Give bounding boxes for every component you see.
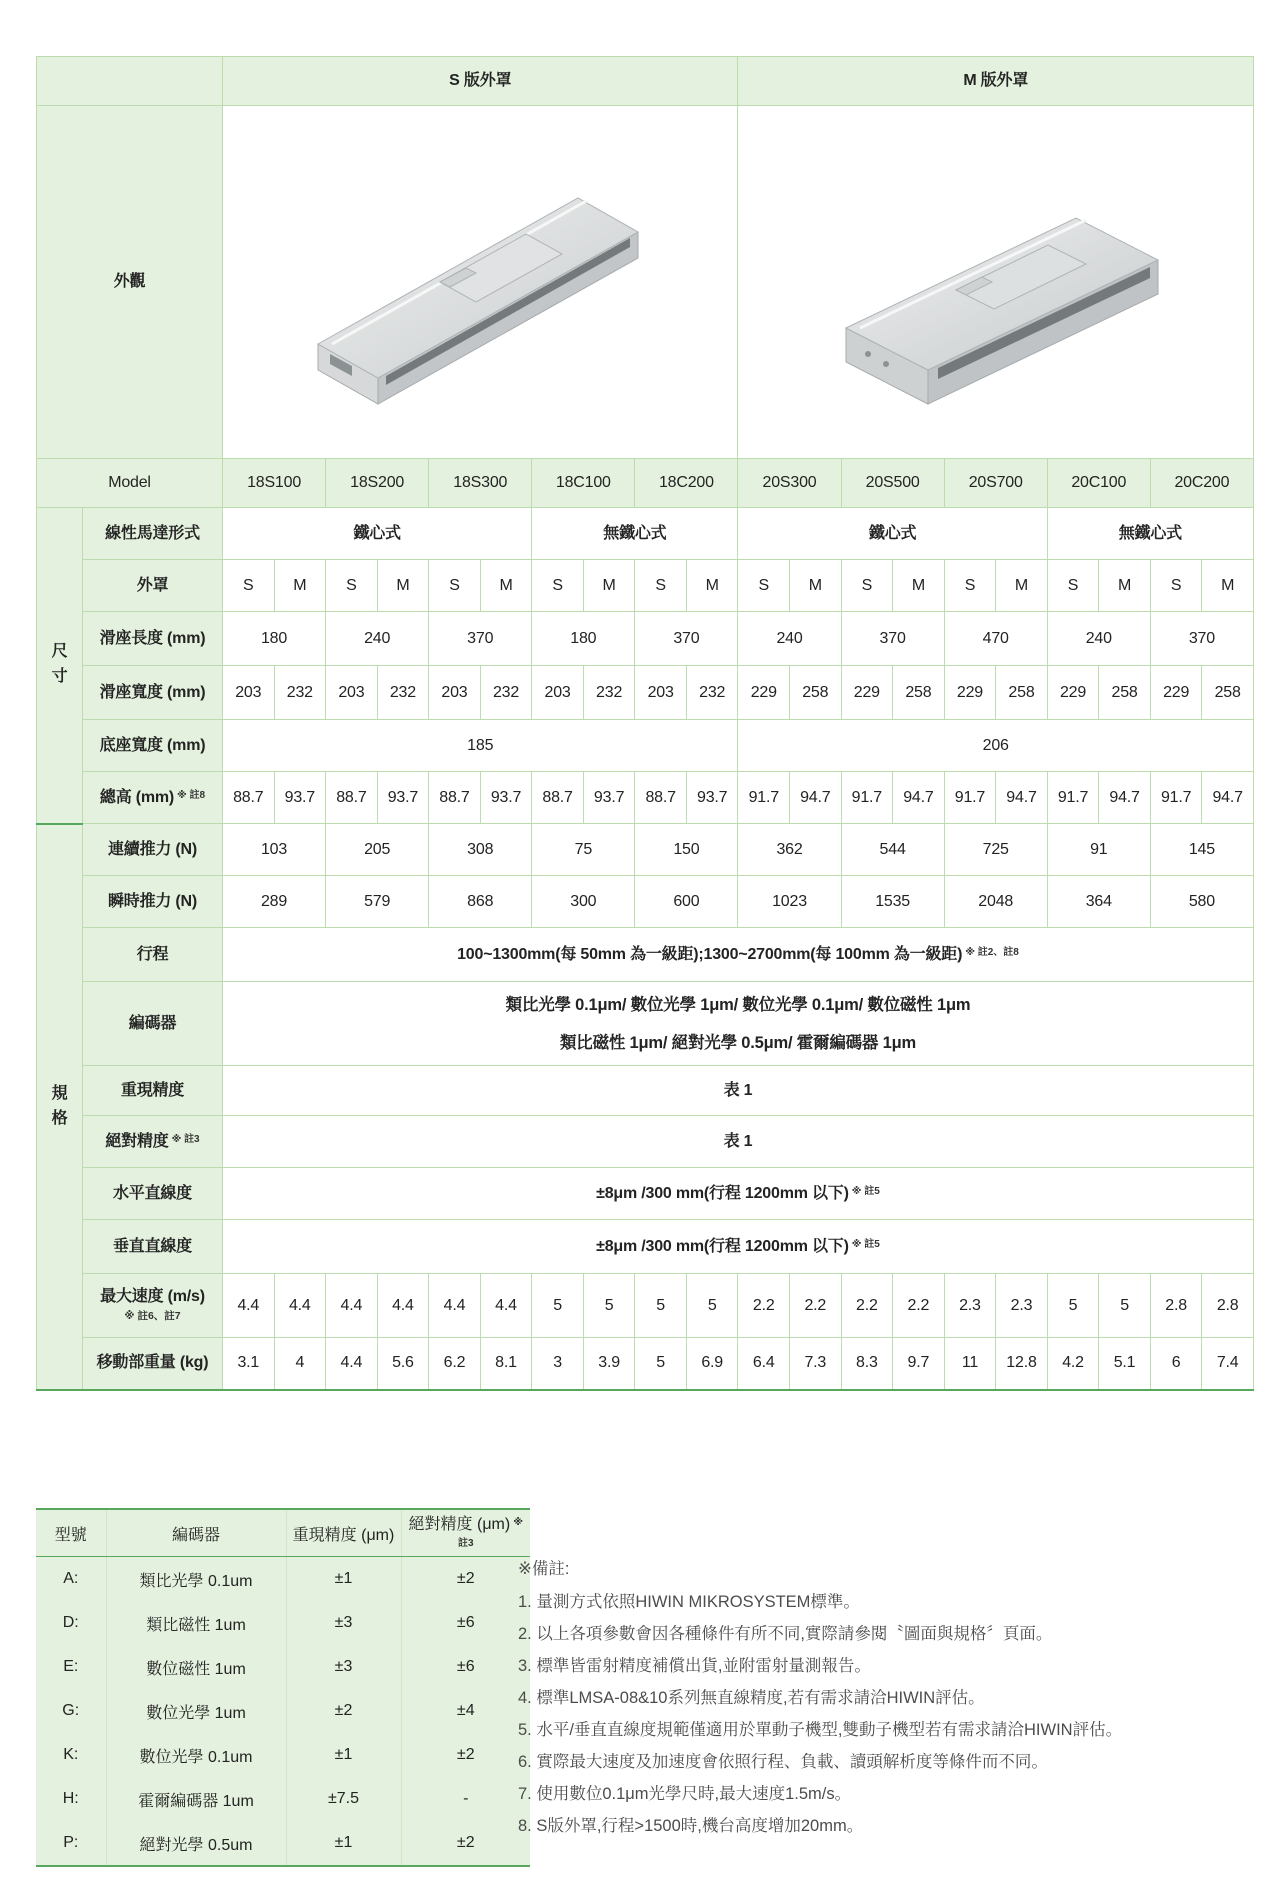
encoder-value-cell: ±7.5: [286, 1777, 401, 1821]
cover-type-label: 外罩: [83, 560, 223, 612]
footnotes-list: [518, 1589, 1173, 1840]
model-20S500: 20S500: [841, 459, 944, 508]
encoder-value-cell: 絕對光學 0.5um: [106, 1821, 286, 1866]
footnote-item: 7. 使用數位0.1μm光學尺時,最大速度1.5m/s。: [518, 1785, 852, 1803]
slider-width-cell: 203: [429, 666, 481, 720]
encoder-value-cell: 數位磁性 1um: [106, 1645, 286, 1689]
max-speed-label: 最大速度 (m/s) ※ 註6、註7: [83, 1274, 223, 1338]
absolute-accuracy-cell: 表 1: [223, 1116, 1254, 1168]
encoder-table-row: [36, 1733, 530, 1777]
max-speed-cell: 5: [635, 1274, 687, 1338]
s-cover-header: S 版外罩: [223, 57, 738, 106]
slider-width-cell: 229: [841, 666, 893, 720]
s-cover-photo-cell: [223, 106, 738, 459]
slider-width-cell: 232: [274, 666, 326, 720]
encoder-table-row: [36, 1777, 530, 1821]
moving-weight-cell: 9.7: [893, 1338, 945, 1390]
s-cover-linear-stage-photo: [290, 132, 670, 432]
continuous-force-cell: 103: [223, 824, 326, 876]
model-20S300: 20S300: [738, 459, 841, 508]
slider-width-cell: 203: [635, 666, 687, 720]
moving-weight-cell: 6.2: [429, 1338, 481, 1390]
slider-length-cell: 370: [429, 612, 532, 666]
max-speed-label-note: ※ 註6、註7: [124, 1310, 181, 1323]
slider-width-cell: 229: [944, 666, 996, 720]
peak-force-cell: 364: [1047, 876, 1150, 928]
horizontal-straightness-cell: ±8μm /300 mm(行程 1200mm 以下) $^{※ 註5}$: [223, 1168, 1254, 1220]
total-height-cell: 88.7: [326, 772, 378, 824]
encoder-table-row: [36, 1645, 530, 1689]
cover-type-cell: M: [480, 560, 532, 612]
peak-force-cell: 1023: [738, 876, 841, 928]
base-width-label: 底座寬度 (mm): [83, 720, 223, 772]
slider-length-cell: 370: [841, 612, 944, 666]
slider-length-row: [37, 612, 1254, 666]
continuous-force-cell: 308: [429, 824, 532, 876]
total-height-cell: 88.7: [532, 772, 584, 824]
total-height-label-note: ※ 註8: [177, 789, 206, 801]
model-18C100: 18C100: [532, 459, 635, 508]
continuous-force-cell: 150: [635, 824, 738, 876]
model-20C100: 20C100: [1047, 459, 1150, 508]
max-speed-cell: 4.4: [377, 1274, 429, 1338]
cover-type-cell: M: [790, 560, 842, 612]
cover-type-cell: M: [996, 560, 1048, 612]
total-height-cell: 93.7: [377, 772, 429, 824]
slider-length-cell: 180: [532, 612, 635, 666]
encoder-value-cell: 數位光學 1um: [106, 1689, 286, 1733]
cover-type-cell: M: [377, 560, 429, 612]
horizontal-straightness-cell-note: ※ 註5: [851, 1185, 880, 1197]
slider-width-cell: 203: [532, 666, 584, 720]
encoder-value-cell: 類比磁性 1um: [106, 1601, 286, 1645]
encoder-value-cell: 類比光學 0.1um: [106, 1557, 286, 1602]
total-height-cell: 93.7: [480, 772, 532, 824]
moving-weight-cell: 7.3: [790, 1338, 842, 1390]
footnote-item: 3. 標準皆雷射精度補償出貨,並附雷射量測報告。: [518, 1657, 871, 1675]
appearance-label: 外觀: [37, 106, 223, 459]
continuous-force-label: 連續推力 (N): [83, 824, 223, 876]
encoder-code-cell: D:: [62, 1614, 79, 1631]
slider-width-cell: 258: [893, 666, 945, 720]
peak-force-row: [37, 876, 1254, 928]
footnotes: [518, 1556, 1173, 1845]
moving-weight-cell: 8.3: [841, 1338, 893, 1390]
m-cover-linear-stage-photo: [786, 132, 1206, 432]
encoder-code-cell: K:: [63, 1746, 79, 1763]
dimension-group-label: 尺 寸: [37, 508, 83, 824]
continuous-force-cell: 725: [944, 824, 1047, 876]
encoder-table-row: [36, 1689, 530, 1733]
slider-width-cell: 203: [223, 666, 275, 720]
cover-type-cell: M: [1099, 560, 1151, 612]
slider-length-label: 滑座長度 (mm): [83, 612, 223, 666]
peak-force-cell: 579: [326, 876, 429, 928]
encoder-table-header-note: ※ 註3: [457, 1517, 523, 1549]
total-height-cell: 93.7: [583, 772, 635, 824]
encoder-table-row: [36, 1601, 530, 1645]
encoder-code-cell: P:: [63, 1834, 79, 1851]
model-20S700: 20S700: [944, 459, 1047, 508]
encoder-value-cell: ±3: [286, 1601, 401, 1645]
encoder-code-cell: E:: [63, 1658, 79, 1675]
peak-force-cell: 580: [1150, 876, 1253, 928]
moving-weight-cell: 5.6: [377, 1338, 429, 1390]
model-18S200: 18S200: [326, 459, 429, 508]
peak-force-cell: 300: [532, 876, 635, 928]
encoder-table-header: 編碼器: [106, 1509, 286, 1557]
vertical-straightness-cell-note: ※ 註5: [851, 1238, 880, 1250]
moving-weight-cell: 3: [532, 1338, 584, 1390]
encoder-table-row: [36, 1557, 530, 1602]
moving-weight-cell: 3.9: [583, 1338, 635, 1390]
motor-type-label: 線性馬達形式: [83, 508, 223, 560]
slider-width-row: [37, 666, 1254, 720]
total-height-cell: 88.7: [429, 772, 481, 824]
slider-length-cell: 240: [1047, 612, 1150, 666]
total-height-cell: 93.7: [686, 772, 738, 824]
model-20C200: 20C200: [1150, 459, 1253, 508]
footnotes-title: ※備註:: [518, 1560, 570, 1578]
moving-weight-cell: 8.1: [480, 1338, 532, 1390]
moving-weight-label: 移動部重量 (kg): [83, 1338, 223, 1390]
slider-length-cell: 180: [223, 612, 326, 666]
max-speed-cell: 4.4: [326, 1274, 378, 1338]
slider-length-cell: 470: [944, 612, 1047, 666]
total-height-cell: 91.7: [1150, 772, 1202, 824]
max-speed-cell: 2.8: [1202, 1274, 1254, 1338]
max-speed-cell: 2.8: [1150, 1274, 1202, 1338]
encoder-precision-table: [36, 1508, 530, 1867]
slider-width-cell: 229: [738, 666, 790, 720]
slider-length-cell: 240: [738, 612, 841, 666]
footnote-item: 5. 水平/垂直直線度規範僅適用於單動子機型,雙動子機型若有需求請洽HIWIN評估。: [518, 1721, 1123, 1739]
encoder-code-cell: A:: [63, 1570, 79, 1587]
absolute-accuracy-label-note: ※ 註3: [171, 1133, 200, 1145]
footnote-item: 6. 實際最大速度及加速度會依照行程、負載、讀頭解析度等條件而不同。: [518, 1753, 1048, 1771]
stroke-cell: 100~1300mm(每 50mm 為一級距);1300~2700mm(每 100mm 為一級距) $^{※ 註2、註8}$: [223, 928, 1254, 982]
encoder-value-cell: 數位光學 0.1um: [106, 1733, 286, 1777]
max-speed-cell: 2.3: [944, 1274, 996, 1338]
slider-width-cell: 229: [1150, 666, 1202, 720]
encoder-code-cell: H:: [62, 1790, 79, 1807]
encoder-value-cell: ±4: [401, 1689, 530, 1733]
absolute-accuracy-row: [37, 1116, 1254, 1168]
footnote-item: 4. 標準LMSA-08&10系列無直線精度,若有需求請洽HIWIN評估。: [518, 1689, 985, 1707]
motor-type-cell: 無鐵心式: [1047, 508, 1253, 560]
cover-type-cell: M: [583, 560, 635, 612]
encoder-table-header-row: [36, 1509, 530, 1557]
m-cover-header: M 版外罩: [738, 57, 1253, 106]
cover-type-cell: S: [944, 560, 996, 612]
encoder-value-cell: ±2: [401, 1733, 530, 1777]
max-speed-cell: 4.4: [274, 1274, 326, 1338]
base-width-cell: 206: [738, 720, 1253, 772]
moving-weight-row: [37, 1338, 1254, 1390]
model-row: [37, 459, 1254, 508]
moving-weight-cell: 11: [944, 1338, 996, 1390]
max-speed-cell: 5: [1099, 1274, 1151, 1338]
model-18C200: 18C200: [635, 459, 738, 508]
total-height-cell: 94.7: [790, 772, 842, 824]
slider-width-cell: 258: [1099, 666, 1151, 720]
max-speed-cell: 2.2: [790, 1274, 842, 1338]
cover-type-cell: S: [738, 560, 790, 612]
slider-width-cell: 258: [996, 666, 1048, 720]
continuous-force-cell: 91: [1047, 824, 1150, 876]
slider-width-cell: 258: [1202, 666, 1254, 720]
m-cover-photo-cell: [738, 106, 1253, 459]
slider-width-cell: 203: [326, 666, 378, 720]
continuous-force-row: [37, 824, 1254, 876]
horizontal-straightness-label: 水平直線度: [83, 1168, 223, 1220]
stroke-cell-note: ※ 註2、註8: [965, 946, 1019, 958]
slider-width-cell: 232: [686, 666, 738, 720]
max-speed-cell: 2.2: [893, 1274, 945, 1338]
peak-force-cell: 289: [223, 876, 326, 928]
total-height-cell: 91.7: [944, 772, 996, 824]
continuous-force-cell: 75: [532, 824, 635, 876]
cover-type-cell: M: [274, 560, 326, 612]
encoder-cell: 類比光學 0.1μm/ 數位光學 1μm/ 數位光學 0.1μm/ 數位磁性 1μm 類比磁性 1μm/ 絕對光學 0.5μm/ 霍爾編碼器 1μm: [223, 982, 1254, 1066]
cover-type-cell: S: [532, 560, 584, 612]
vertical-straightness-label: 垂直直線度: [83, 1220, 223, 1274]
table-corner-cell: [37, 57, 223, 106]
total-height-cell: 91.7: [738, 772, 790, 824]
total-height-cell: 94.7: [1202, 772, 1254, 824]
total-height-cell: 94.7: [1099, 772, 1151, 824]
absolute-accuracy-label: 絕對精度 $^{※ 註3}$: [83, 1116, 223, 1168]
motor-type-row: [37, 508, 1254, 560]
encoder-value-cell: ±2: [401, 1821, 530, 1866]
repeatability-row: [37, 1066, 1254, 1116]
encoder-value-cell: ±1: [286, 1821, 401, 1866]
motor-type-cell: 鐵心式: [738, 508, 1047, 560]
slider-length-cell: 240: [326, 612, 429, 666]
appearance-row: [37, 106, 1254, 459]
slider-width-cell: 232: [583, 666, 635, 720]
encoder-value-cell: ±1: [286, 1733, 401, 1777]
max-speed-cell: 4.4: [223, 1274, 275, 1338]
cover-type-cell: M: [1202, 560, 1254, 612]
encoder-value-cell: ±2: [401, 1557, 530, 1602]
footnote-item: 2. 以上各項參數會因各種條件有所不同,實際請參閱〝圖面與規格〞頁面。: [518, 1625, 1053, 1643]
cover-type-cell: S: [326, 560, 378, 612]
cover-type-cell: S: [429, 560, 481, 612]
moving-weight-cell: 4.2: [1047, 1338, 1099, 1390]
continuous-force-cell: 362: [738, 824, 841, 876]
motor-type-cell: 鐵心式: [223, 508, 532, 560]
moving-weight-cell: 6.9: [686, 1338, 738, 1390]
footnote-item: 8. S版外罩,行程>1500時,機台高度增加20mm。: [518, 1817, 864, 1835]
cover-type-cell: S: [1150, 560, 1202, 612]
max-speed-cell: 2.2: [841, 1274, 893, 1338]
base-width-row: [37, 720, 1254, 772]
encoder-value-cell: ±3: [286, 1645, 401, 1689]
stroke-row: [37, 928, 1254, 982]
encoder-table-header: 絕對精度 (μm) $^{※ 註3}$: [401, 1509, 530, 1557]
vertical-straightness-cell: ±8μm /300 mm(行程 1200mm 以下) $^{※ 註5}$: [223, 1220, 1254, 1274]
cover-type-row: [37, 560, 1254, 612]
encoder-value-cell: ±1: [286, 1557, 401, 1602]
moving-weight-cell: 12.8: [996, 1338, 1048, 1390]
continuous-force-cell: 205: [326, 824, 429, 876]
cover-header-row: [37, 57, 1254, 106]
cover-type-cell: S: [841, 560, 893, 612]
moving-weight-cell: 5.1: [1099, 1338, 1151, 1390]
moving-weight-cell: 4: [274, 1338, 326, 1390]
encoder-table-header: 型號: [36, 1509, 106, 1557]
model-18S100: 18S100: [223, 459, 326, 508]
total-height-cell: 91.7: [841, 772, 893, 824]
stroke-label: 行程: [83, 928, 223, 982]
slider-width-cell: 258: [790, 666, 842, 720]
cover-type-cell: S: [1047, 560, 1099, 612]
encoder-code-cell: G:: [62, 1702, 80, 1719]
encoder-value-cell: ±2: [286, 1689, 401, 1733]
moving-weight-cell: 4.4: [326, 1338, 378, 1390]
slider-width-cell: 232: [480, 666, 532, 720]
moving-weight-cell: 6.4: [738, 1338, 790, 1390]
encoder-value-cell: ±6: [401, 1645, 530, 1689]
spec-table: [36, 56, 1254, 1391]
max-speed-cell: 5: [532, 1274, 584, 1338]
slider-width-cell: 229: [1047, 666, 1099, 720]
footnote-item: 1. 量測方式依照HIWIN MIKROSYSTEM標準。: [518, 1593, 860, 1611]
cover-type-cell: M: [893, 560, 945, 612]
total-height-cell: 88.7: [223, 772, 275, 824]
encoder-table-header: 重現精度 (μm): [286, 1509, 401, 1557]
total-height-cell: 94.7: [893, 772, 945, 824]
slider-width-cell: 232: [377, 666, 429, 720]
spec-group-label: 規 格: [37, 824, 83, 1390]
horizontal-straightness-row: [37, 1168, 1254, 1220]
encoder-value-cell: 霍爾編碼器 1um: [106, 1777, 286, 1821]
total-height-cell: 93.7: [274, 772, 326, 824]
peak-force-label: 瞬時推力 (N): [83, 876, 223, 928]
motor-type-cell: 無鐵心式: [532, 508, 738, 560]
total-height-label: 總高 (mm) $^{※ 註8}$: [83, 772, 223, 824]
peak-force-cell: 1535: [841, 876, 944, 928]
encoder-row: [37, 982, 1254, 1066]
peak-force-cell: 868: [429, 876, 532, 928]
total-height-cell: 91.7: [1047, 772, 1099, 824]
moving-weight-cell: 5: [635, 1338, 687, 1390]
max-speed-cell: 5: [686, 1274, 738, 1338]
peak-force-cell: 2048: [944, 876, 1047, 928]
encoder-label: 編碼器: [83, 982, 223, 1066]
max-speed-cell: 2.2: [738, 1274, 790, 1338]
cover-type-cell: S: [223, 560, 275, 612]
continuous-force-cell: 544: [841, 824, 944, 876]
max-speed-cell: 5: [1047, 1274, 1099, 1338]
slider-width-label: 滑座寬度 (mm): [83, 666, 223, 720]
total-height-cell: 88.7: [635, 772, 687, 824]
moving-weight-cell: 3.1: [223, 1338, 275, 1390]
repeatability-cell: 表 1: [223, 1066, 1254, 1116]
peak-force-cell: 600: [635, 876, 738, 928]
vertical-straightness-row: [37, 1220, 1254, 1274]
base-width-cell: 185: [223, 720, 738, 772]
encoder-value-cell: ±6: [401, 1601, 530, 1645]
slider-length-cell: 370: [635, 612, 738, 666]
total-height-cell: 94.7: [996, 772, 1048, 824]
max-speed-cell: 5: [583, 1274, 635, 1338]
total-height-row: [37, 772, 1254, 824]
encoder-table-row: [36, 1821, 530, 1866]
model-label: Model: [37, 459, 223, 508]
max-speed-cell: 2.3: [996, 1274, 1048, 1338]
repeatability-label: 重現精度: [83, 1066, 223, 1116]
encoder-value-cell: -: [401, 1777, 530, 1821]
moving-weight-cell: 6: [1150, 1338, 1202, 1390]
model-18S300: 18S300: [429, 459, 532, 508]
max-speed-cell: 4.4: [429, 1274, 481, 1338]
continuous-force-cell: 145: [1150, 824, 1253, 876]
cover-type-cell: M: [686, 560, 738, 612]
slider-length-cell: 370: [1150, 612, 1253, 666]
cover-type-cell: S: [635, 560, 687, 612]
moving-weight-cell: 7.4: [1202, 1338, 1254, 1390]
max-speed-row: [37, 1274, 1254, 1338]
max-speed-cell: 4.4: [480, 1274, 532, 1338]
